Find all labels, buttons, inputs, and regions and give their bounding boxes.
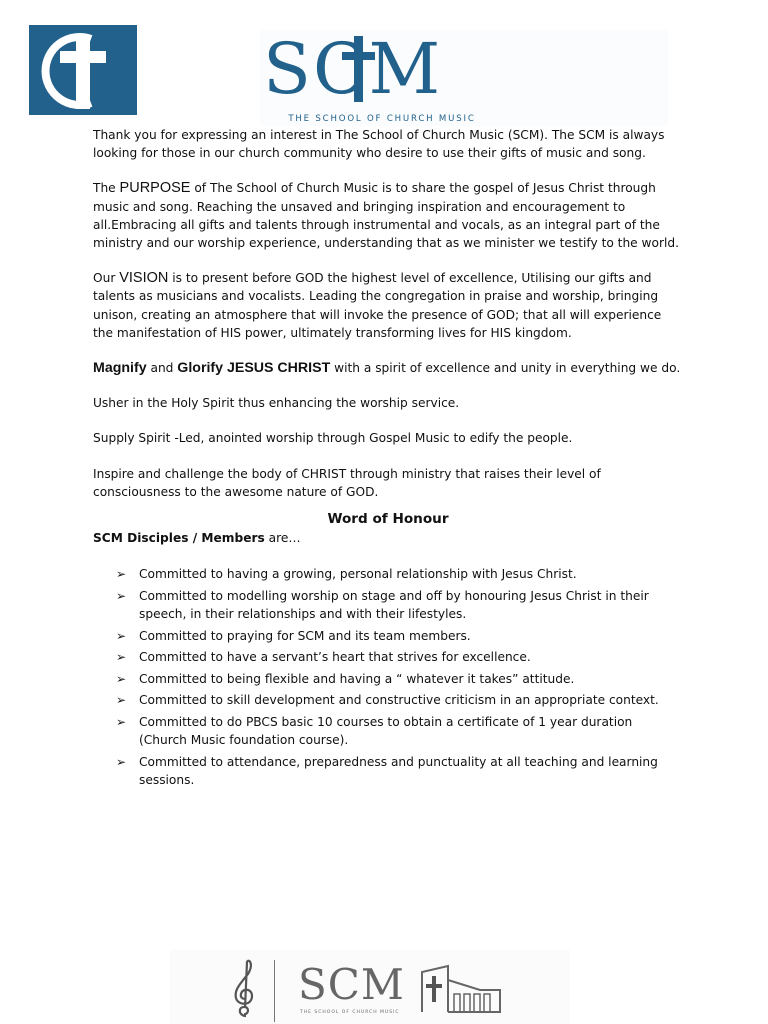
document-body bbox=[93, 126, 683, 793]
commitments-list bbox=[93, 565, 683, 790]
list-item: ➢ Committed to modelling worship on stage and off by honouring Jesus Christ in their speech, in their relationships and with their lifestyles. bbox=[116, 588, 649, 622]
intro-paragraph: Thank you for expressing an interest in The School of Church Music (SCM). The SCM is always looking for those in our church community who desire to use their gifts of music and song. bbox=[93, 128, 665, 161]
footer-subtitle: THE SCHOOL OF CHURCH MUSIC bbox=[300, 1010, 400, 1015]
footer-divider bbox=[274, 960, 275, 1022]
scm-logo-wordmark: SCM bbox=[263, 28, 443, 110]
church-cross-logo-icon bbox=[29, 25, 137, 115]
footer-wordmark: SCM bbox=[298, 960, 405, 1009]
footer-logo bbox=[170, 950, 570, 1024]
word-of-honour-heading: Word of Honour bbox=[327, 511, 449, 528]
arrow-bullet-icon: ➢ bbox=[116, 671, 127, 686]
treble-clef-icon bbox=[230, 958, 260, 1022]
arrow-bullet-icon: ➢ bbox=[116, 650, 127, 665]
purpose-keyword: PURPOSE bbox=[119, 180, 191, 197]
arrow-bullet-icon: ➢ bbox=[116, 588, 127, 603]
logo-subtitle: THE SCHOOL OF CHURCH MUSIC bbox=[288, 114, 476, 124]
inspire-paragraph: Inspire and challenge the body of CHRIST through ministry that raises their level of consciousness to the awesome nature of GOD. bbox=[93, 466, 601, 499]
members-line: SCM Disciples / Members are… bbox=[93, 531, 301, 546]
list-item: ➢ Committed to do PBCS basic 10 courses to obtain a certificate of 1 year duration (Church Music foundation course). bbox=[116, 714, 633, 748]
list-item: ➢ Committed to praying for SCM and its team members. bbox=[116, 627, 683, 646]
list-item: ➢ Committed to attendance, preparedness and punctuality at all teaching and learning sessions. bbox=[116, 754, 658, 788]
list-item: ➢ Committed to skill development and constructive criticism in an appropriate context. bbox=[116, 691, 683, 710]
vision-keyword: VISION bbox=[119, 270, 169, 287]
vision-paragraph: Our VISION is to present before GOD the highest level of excellence, Utilising our gifts and talents as musicians and vocalists. Leading the congregation in praise and worship, bringing unison, creating an atmosphere that will invoke the presence of GOD; that all will experience the manifestation of HIS power, ultimately transforming lives for HIS kingdom. bbox=[93, 270, 662, 340]
purpose-paragraph: The PURPOSE of The School of Church Music is to share the gospel of Jesus Christ through music and song. Reaching the unsaved and bringing inspiration and encouragement to all.Embracing all gifts and talents through instrumental and vocals, as an integral part of the ministry and our worship experience, understanding that as we minister we testify to the world. bbox=[93, 180, 679, 251]
arrow-bullet-icon: ➢ bbox=[116, 628, 127, 643]
arrow-bullet-icon: ➢ bbox=[116, 567, 127, 582]
supply-paragraph: Supply Spirit -Led, anointed worship through Gospel Music to edify the people. bbox=[93, 431, 573, 446]
list-item: ➢ Committed to have a servant’s heart that strives for excellence. bbox=[116, 648, 683, 667]
arrow-bullet-icon: ➢ bbox=[116, 714, 127, 729]
list-item: ➢ Committed to having a growing, personal relationship with Jesus Christ. bbox=[116, 565, 683, 584]
magnify-paragraph: Magnify and Glorify JESUS CHRIST with a spirit of excellence and unity in everything we do. bbox=[93, 360, 681, 377]
church-building-icon bbox=[420, 964, 504, 1014]
usher-paragraph: Usher in the Holy Spirit thus enhancing the worship service. bbox=[93, 396, 460, 411]
list-item: ➢ Committed to being flexible and having a “ whatever it takes” attitude. bbox=[116, 670, 683, 689]
arrow-bullet-icon: ➢ bbox=[116, 693, 127, 708]
arrow-bullet-icon: ➢ bbox=[116, 754, 127, 769]
